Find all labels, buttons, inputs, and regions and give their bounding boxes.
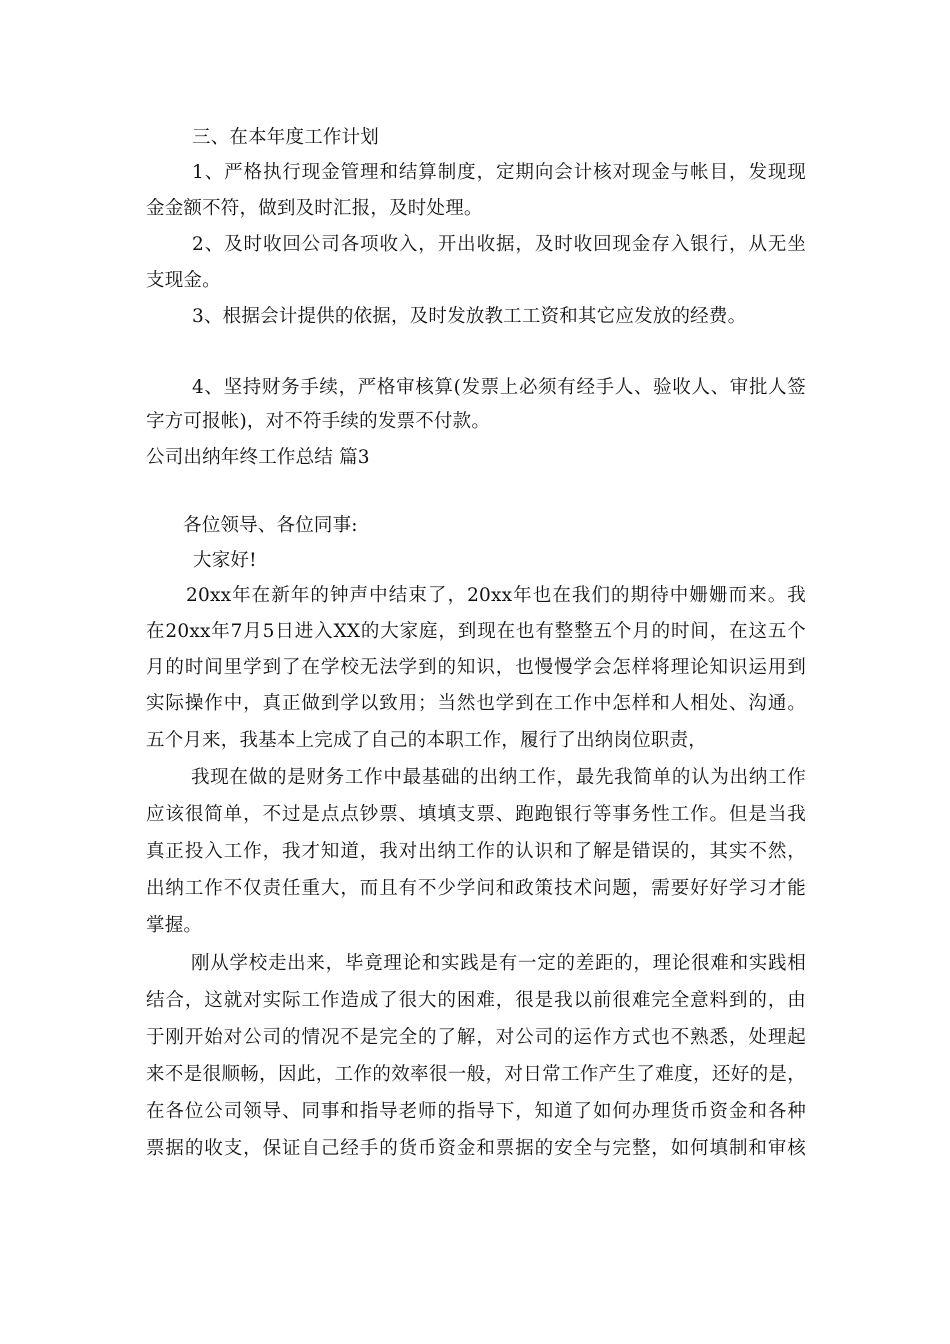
para3-line-6: 票据的收支，保证自己经手的货币资金和票据的安全与完整，如何填制和审核: [146, 1138, 806, 1159]
para2-line-1: 我现在做的是财务工作中最基础的出纳工作，最先我简单的认为出纳工作: [191, 767, 806, 788]
greeting: 大家好!: [193, 550, 257, 571]
para3-line-1: 刚从学校走出来，毕竟理论和实践是有一定的差距的，理论很难和实践相: [191, 953, 806, 974]
para2-line-5: 掌握。: [146, 915, 203, 936]
plan-item-4-line-1: 4、坚持财务手续，严格审核算(发票上必须有经手人、验收人、审批人签: [192, 377, 806, 398]
plan-item-2-line-2: 支现金。: [146, 270, 221, 291]
plan-item-1-line-2: 金金额不符，做到及时汇报，及时处理。: [146, 198, 483, 219]
para1-line-4: 实际操作中，真正做到学以致用；当然也学到在工作中怎样和人相处、沟通。: [146, 693, 806, 714]
para3-line-3: 于刚开始对公司的情况不是完全的了解，对公司的运作方式也不熟悉，处理起: [146, 1027, 806, 1048]
salutation: 各位领导、各位同事:: [183, 515, 358, 536]
plan-item-2-line-1: 2、及时收回公司各项收入，开出收据，及时收回现金存入银行，从无坐: [192, 234, 806, 255]
para3-line-4: 来不是很顺畅，因此，工作的效率很一般，对日常工作产生了难度，还好的是，: [146, 1064, 806, 1085]
para3-line-2: 结合，这就对实际工作造成了很大的困难，很是我以前很难完全意料到的，由: [146, 990, 806, 1011]
para2-line-4: 出纳工作不仅责任重大，而且有不少学问和政策技术问题，需要好好学习才能: [146, 878, 806, 899]
para2-line-3: 真正投入工作，我才知道，我对出纳工作的认识和了解是错误的，其实不然，: [146, 841, 806, 862]
para2-line-2: 应该很简单，不过是点点钞票、填填支票、跑跑银行等事务性工作。但是当我: [146, 804, 806, 825]
plan-item-1-line-1: 1、严格执行现金管理和结算制度，定期向会计核对现金与帐目，发现现: [192, 162, 806, 183]
plan-item-4-line-2: 字方可报帐)，对不符手续的发票不付款。: [146, 411, 491, 432]
plan-item-3-line-1: 3、根据会计提供的依据，及时发放教工工资和其它应发放的经费。: [192, 306, 747, 327]
para1-line-1: 20xx年在新年的钟声中结束了，20xx年也在我们的期待中姗姗而来。我: [186, 585, 806, 606]
para3-line-5: 在各位公司领导、同事和指导老师的指导下，知道了如何办理货币资金和各种: [146, 1101, 806, 1122]
para1-line-5: 五个月来，我基本上完成了自己的本职工作，履行了出纳岗位职责，: [146, 730, 708, 751]
article-title: 公司出纳年终工作总结 篇3: [146, 447, 370, 468]
para1-line-2: 在20xx年7月5日进入XX的大家庭，到现在也有整整五个月的时间，在这五个: [146, 621, 806, 642]
para1-line-3: 月的时间里学到了在学校无法学到的知识，也慢慢学会怎样将理论知识运用到: [146, 657, 806, 678]
section-heading: 三、在本年度工作计划: [192, 127, 380, 148]
